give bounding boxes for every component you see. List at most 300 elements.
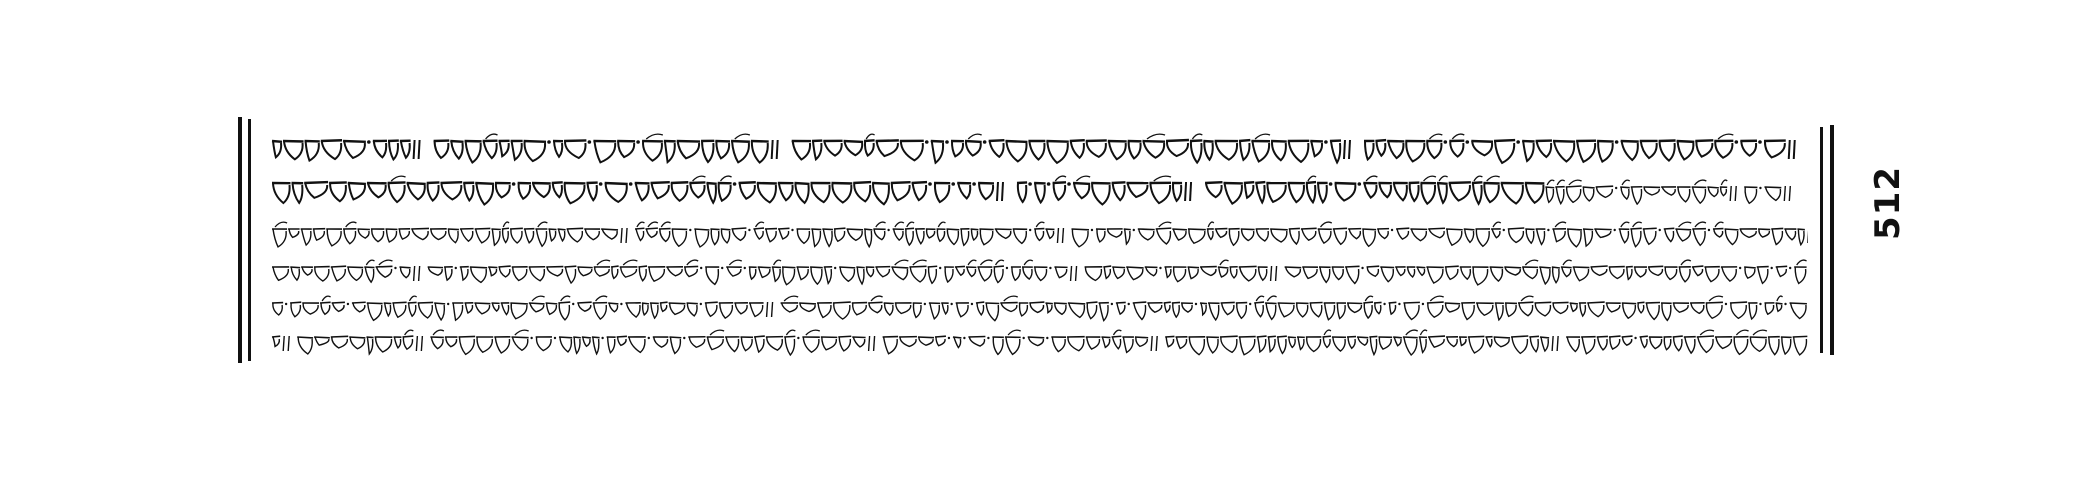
glyph (1758, 229, 1770, 237)
glyph (1086, 140, 1107, 156)
glyph (349, 337, 365, 349)
tsheg-mark (945, 140, 949, 144)
glyph (1380, 267, 1394, 282)
glyph (1187, 267, 1199, 279)
tsheg-mark (1735, 140, 1739, 144)
tsheg-mark (588, 140, 592, 144)
glyph (1459, 337, 1467, 345)
glyph (1740, 229, 1758, 237)
glyph (475, 183, 494, 205)
glyph (1181, 303, 1193, 312)
shad-mark (1271, 266, 1272, 281)
glyph (883, 337, 899, 354)
tsheg-mark (683, 337, 685, 339)
glyph (1784, 229, 1796, 240)
glyph (1764, 303, 1774, 314)
right-margin-rule-outer (1830, 125, 1834, 355)
tsheg-mark (791, 229, 793, 231)
glyph (1257, 336, 1267, 352)
tsheg-mark (1759, 303, 1761, 305)
glyph (1207, 222, 1214, 239)
glyph (1374, 302, 1382, 313)
glyph (1166, 140, 1189, 156)
glyph (726, 260, 742, 276)
glyph (1781, 337, 1792, 354)
glyph (1347, 303, 1362, 312)
glyph (1609, 267, 1625, 279)
glyph (965, 134, 982, 156)
glyph (846, 229, 863, 240)
glyph (875, 267, 890, 277)
glyph (941, 303, 948, 314)
glyph (707, 330, 725, 350)
glyph (1483, 176, 1499, 202)
glyph (1663, 337, 1671, 350)
glyph (1208, 303, 1220, 320)
glyph (301, 229, 312, 245)
glyph (546, 267, 563, 276)
tsheg-mark (1784, 303, 1786, 305)
tsheg-mark (347, 303, 349, 305)
shad-mark (1344, 140, 1345, 159)
glyph (1757, 267, 1769, 284)
glyph (607, 337, 616, 353)
glyph (1335, 183, 1357, 201)
glyph (314, 337, 330, 345)
glyph (706, 183, 716, 203)
glyph (1258, 267, 1268, 280)
glyph (810, 267, 823, 284)
glyph (411, 228, 429, 239)
glyph (993, 260, 1004, 282)
glyph (905, 222, 914, 245)
glyph (465, 141, 482, 163)
tsheg-mark (447, 303, 449, 305)
glyph (375, 337, 393, 352)
glyph (1122, 337, 1134, 352)
glyph (586, 183, 597, 201)
tsheg-mark (733, 182, 737, 186)
glyph (301, 267, 313, 275)
glyph (385, 229, 397, 242)
glyph (739, 182, 756, 199)
glyph (1019, 303, 1029, 316)
glyph (853, 182, 871, 201)
glyph (1446, 337, 1458, 347)
glyph (1573, 267, 1590, 281)
glyph (1581, 337, 1596, 354)
glyph (979, 229, 993, 245)
glyph (617, 141, 635, 157)
tsheg-mark (700, 267, 702, 269)
glyph (1597, 141, 1614, 162)
shad-mark (414, 140, 415, 159)
glyph (376, 260, 393, 277)
glyph (937, 222, 946, 241)
glyph (1620, 180, 1630, 199)
glyph (1403, 330, 1418, 355)
glyph (1070, 140, 1085, 158)
glyph (824, 267, 832, 284)
shad-mark (626, 228, 627, 243)
tsheg-mark (950, 303, 952, 305)
glyph (601, 229, 618, 239)
glyph (1301, 228, 1317, 240)
shad-mark (414, 266, 415, 281)
glyph (392, 302, 406, 317)
shad-mark (777, 140, 778, 159)
glyph (1028, 141, 1045, 160)
glyph (1713, 222, 1724, 237)
script-strokes (268, 131, 1808, 169)
glyph (594, 260, 610, 276)
glyph (434, 303, 445, 320)
glyph (864, 134, 875, 156)
glyph (1244, 182, 1254, 198)
glyph (388, 176, 406, 202)
glyph (1583, 187, 1595, 201)
glyph (1046, 141, 1068, 163)
glyph (1230, 267, 1238, 278)
shad-mark (869, 336, 870, 351)
glyph (628, 337, 646, 352)
glyph (642, 134, 663, 161)
glyph (427, 182, 440, 200)
glyph (891, 182, 911, 200)
tsheg-mark (1046, 337, 1048, 339)
glyph (900, 141, 924, 161)
glyph (1045, 303, 1052, 313)
tibetan-text-block (268, 123, 1808, 359)
glyph (1255, 182, 1265, 202)
glyph (1501, 183, 1524, 204)
glyph (796, 229, 810, 243)
glyph (1468, 336, 1485, 353)
glyph (635, 183, 650, 200)
glyph (1640, 141, 1658, 158)
shad-mark (997, 182, 998, 201)
tsheg-mark (1358, 182, 1362, 186)
tsheg-mark (1249, 303, 1251, 305)
tsheg-mark (797, 337, 799, 339)
glyph (529, 296, 545, 312)
right-margin-rule-inner (1820, 127, 1823, 353)
glyph (1149, 176, 1171, 203)
glyph (1410, 229, 1427, 241)
glyph (593, 141, 616, 162)
glyph (749, 267, 757, 279)
glyph (1684, 337, 1696, 353)
glyph (1621, 141, 1639, 160)
shad-mark (1151, 336, 1152, 351)
glyph (1138, 229, 1155, 240)
glyph (1730, 302, 1747, 318)
glyph (564, 140, 586, 158)
glyph (1648, 266, 1663, 275)
glyph (1579, 303, 1586, 316)
glyph (567, 228, 584, 242)
glyph (1165, 336, 1174, 346)
glyph (1771, 228, 1783, 244)
glyph (946, 229, 959, 244)
glyph (1704, 267, 1719, 282)
glyph (1522, 260, 1538, 278)
glyph (1697, 330, 1714, 352)
glyph (418, 302, 434, 318)
glyph (488, 267, 497, 276)
glyph (400, 141, 411, 158)
tsheg-mark (924, 303, 926, 305)
glyph (331, 266, 346, 281)
glyph (592, 337, 600, 354)
glyph (1407, 267, 1416, 277)
glyph (357, 229, 369, 238)
tsheg-mark (1758, 140, 1762, 144)
glyph (719, 303, 734, 318)
shad-mark (1185, 182, 1186, 201)
glyph (1172, 183, 1182, 201)
tsheg-mark (554, 337, 556, 339)
script-line-2 (268, 173, 1808, 211)
shad-mark (1557, 336, 1558, 351)
glyph (899, 337, 917, 347)
glyph (1389, 302, 1397, 314)
shad-mark (1735, 186, 1736, 201)
shad-mark (1552, 336, 1553, 351)
glyph (524, 141, 546, 161)
glyph (1278, 303, 1295, 317)
glyph (1034, 267, 1048, 280)
glyph (1706, 296, 1723, 318)
glyph (620, 260, 638, 277)
glyph (1236, 303, 1247, 319)
glyph (989, 140, 1005, 157)
glyph (721, 229, 731, 243)
glyph (796, 267, 809, 280)
script-strokes (268, 253, 1808, 291)
glyph (297, 337, 313, 354)
glyph (1566, 337, 1580, 352)
tsheg-mark (1391, 229, 1393, 231)
glyph (428, 267, 443, 275)
glyph (821, 337, 837, 350)
glyph (552, 182, 563, 197)
tsheg-mark (1022, 337, 1024, 339)
tsheg-mark (1516, 140, 1520, 144)
glyph (313, 229, 325, 240)
glyph (470, 267, 487, 282)
tsheg-mark (1133, 229, 1135, 231)
glyph (512, 267, 528, 281)
glyph (444, 267, 453, 280)
glyph (1142, 134, 1165, 158)
glyph (659, 222, 671, 241)
glyph (582, 337, 591, 346)
glyph (1175, 337, 1187, 349)
glyph (1302, 267, 1318, 278)
glyph (1553, 141, 1575, 162)
glyph (684, 260, 698, 276)
glyph (1310, 303, 1323, 317)
tsheg-mark (721, 267, 723, 269)
glyph (1322, 330, 1331, 347)
glyph (1395, 267, 1405, 276)
glyph (491, 303, 499, 311)
glyph (831, 183, 852, 203)
glyph (605, 183, 628, 202)
glyph (1135, 337, 1148, 346)
glyph (1764, 187, 1781, 200)
glyph (1643, 187, 1660, 195)
glyph (1775, 296, 1782, 311)
glyph (1461, 303, 1475, 320)
glyph (1190, 134, 1202, 162)
tsheg-mark (748, 229, 750, 231)
glyph (669, 337, 681, 353)
glyph (1649, 337, 1663, 349)
glyph (1203, 141, 1213, 160)
glyph (1491, 222, 1501, 238)
tsheg-mark (1067, 182, 1071, 186)
glyph (648, 267, 665, 281)
tsheg-mark (939, 267, 941, 269)
tsheg-mark (1128, 303, 1130, 305)
glyph (1664, 228, 1675, 241)
glyph (1270, 229, 1288, 242)
glyph (1256, 229, 1270, 241)
glyph (1205, 182, 1222, 197)
glyph (1583, 229, 1593, 246)
shad-mark (772, 140, 773, 159)
tsheg-mark (1465, 140, 1469, 144)
glyph (593, 296, 608, 319)
script-strokes (268, 323, 1808, 361)
glyph (1228, 229, 1239, 246)
glyph (1172, 302, 1180, 317)
glyph (1475, 229, 1490, 246)
glyph (635, 222, 644, 240)
glyph (731, 228, 746, 240)
left-margin-rule-inner (248, 119, 251, 361)
tsheg-mark (925, 140, 929, 144)
glyph (873, 222, 885, 240)
glyph (302, 303, 319, 314)
glyph (1596, 186, 1614, 197)
glyph (955, 266, 965, 275)
glyph (430, 229, 447, 240)
glyph (1634, 267, 1647, 277)
glyph (1545, 180, 1554, 202)
glyph (1099, 303, 1109, 321)
tsheg-mark (928, 182, 932, 186)
tsheg-mark (1091, 229, 1093, 231)
glyph (792, 141, 811, 159)
glyph (1720, 180, 1727, 196)
glyph (876, 140, 899, 156)
glyph (1045, 229, 1054, 238)
shad-mark (1190, 182, 1191, 201)
glyph (838, 336, 851, 351)
glyph (1034, 222, 1044, 240)
tsheg-mark (1006, 267, 1008, 269)
tsheg-mark (648, 337, 650, 339)
tsheg-mark (700, 303, 702, 305)
glyph (524, 229, 535, 243)
shad-mark (421, 336, 422, 351)
glyph (1679, 260, 1691, 282)
script-strokes (268, 215, 1808, 253)
tsheg-mark (971, 303, 973, 305)
glyph (548, 229, 556, 241)
tsheg-mark (1770, 267, 1772, 269)
tsheg-mark (285, 303, 287, 305)
glyph (1464, 229, 1475, 242)
tsheg-mark (887, 229, 889, 231)
glyph (852, 303, 867, 315)
glyph (1409, 183, 1420, 201)
glyph (772, 260, 781, 281)
shad-mark (1062, 228, 1063, 243)
glyph (1221, 302, 1235, 314)
glyph (329, 182, 347, 201)
tsheg-mark (1739, 267, 1741, 269)
tsheg-mark (530, 337, 532, 339)
glyph (929, 303, 940, 319)
glyph (450, 141, 463, 159)
glyph (1251, 134, 1270, 161)
glyph (1375, 140, 1386, 156)
glyph (347, 267, 363, 280)
glyph (1643, 228, 1657, 244)
glyph (1445, 266, 1459, 279)
glyph (290, 302, 301, 317)
glyph (1797, 229, 1804, 245)
glyph (272, 141, 282, 157)
glyph (978, 183, 994, 199)
glyph (1570, 303, 1578, 311)
glyph (1790, 303, 1807, 319)
glyph (1053, 176, 1066, 200)
glyph (1318, 222, 1332, 243)
glyph (1552, 222, 1566, 242)
glyph (799, 303, 816, 312)
tsheg-mark (972, 182, 976, 186)
glyph (1363, 176, 1377, 198)
glyph (292, 183, 304, 203)
glyph (844, 141, 864, 155)
tsheg-mark (601, 337, 603, 339)
glyph (1028, 337, 1045, 346)
glyph (1266, 183, 1286, 202)
glyph (1156, 222, 1172, 244)
tsheg-mark (1383, 303, 1385, 305)
glyph (1288, 337, 1296, 347)
glyph (1403, 302, 1420, 319)
glyph (1449, 134, 1464, 157)
glyph (749, 303, 764, 317)
tsheg-mark (987, 337, 989, 339)
shad-mark (767, 302, 768, 317)
script-line-3 (268, 215, 1808, 253)
glyph (608, 303, 618, 312)
glyph (1427, 296, 1444, 317)
script-line-1 (268, 131, 1808, 169)
glyph (817, 303, 832, 318)
glyph (364, 260, 374, 282)
glyph (491, 229, 500, 245)
glyph (1124, 229, 1131, 244)
glyph (1218, 260, 1229, 277)
